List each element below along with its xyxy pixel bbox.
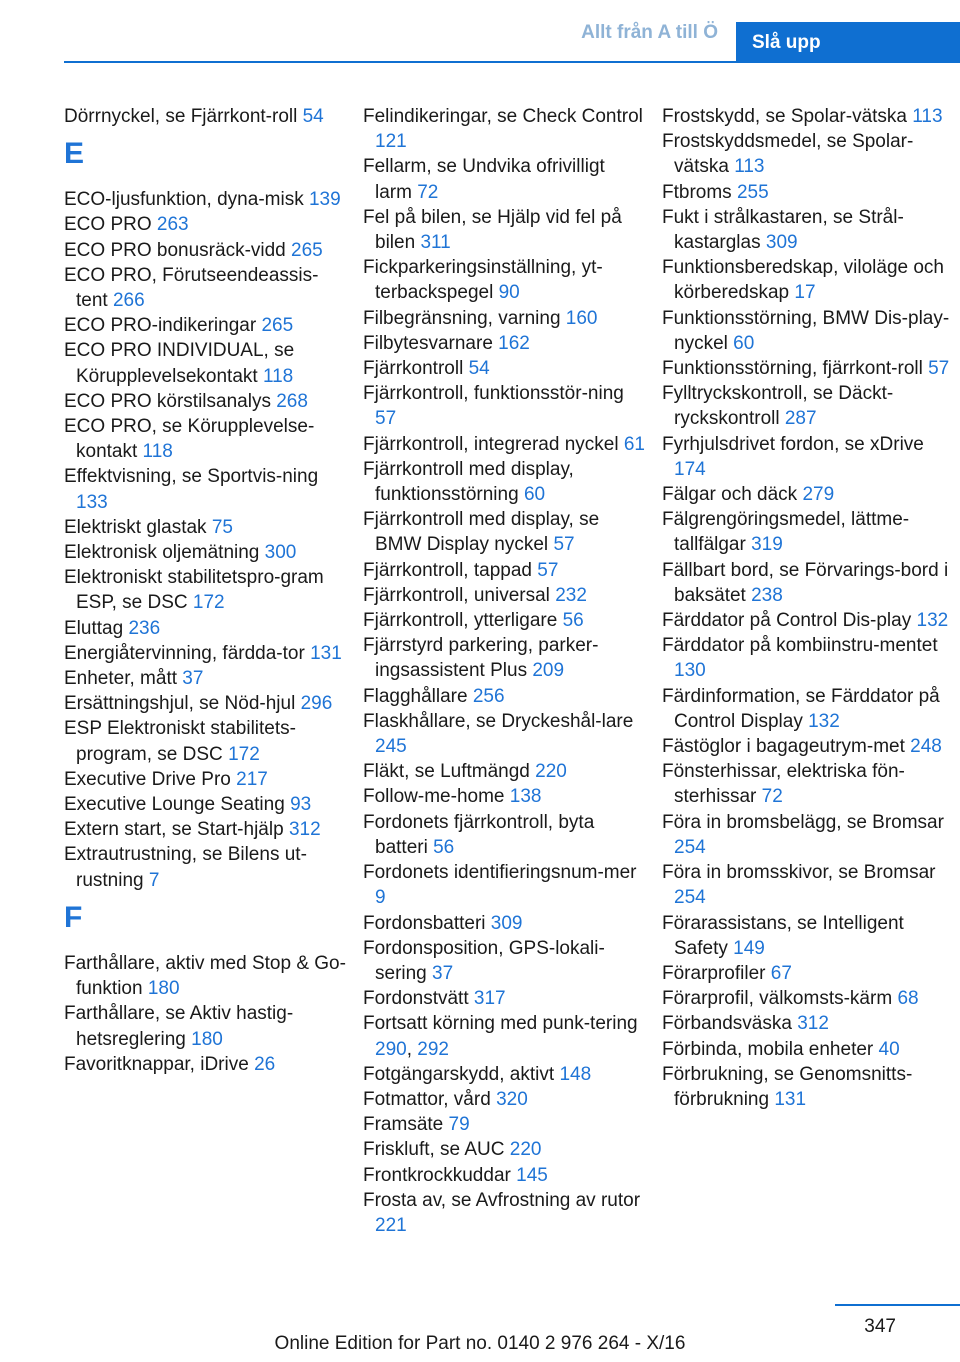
- index-entry: [662, 1062, 950, 1112]
- index-entry-term: Fel på bilen, se Hjälp vid fel på bilen: [363, 206, 622, 254]
- page-ref-link[interactable]: 57: [375, 408, 397, 430]
- page-ref-link[interactable]: 172: [192, 592, 225, 614]
- page-ref-link[interactable]: 180: [147, 978, 180, 1000]
- index-entry: [64, 565, 346, 615]
- edition-footer: Online Edition for Part no. 0140 2 976 264 - X/16: [274, 1333, 686, 1354]
- page-ref-link[interactable]: 113: [912, 106, 943, 127]
- page-ref-link[interactable]: 180: [191, 1028, 223, 1050]
- index-entry-term: Fotmattor, vård: [363, 1088, 491, 1110]
- index-entry: [363, 784, 645, 809]
- index-entry: [363, 860, 645, 910]
- page-ref-link[interactable]: 317: [473, 988, 506, 1010]
- page-ref-link[interactable]: 57: [553, 534, 575, 556]
- page-ref-link[interactable]: 148: [559, 1063, 592, 1085]
- index-entry-term: Fellarm, se Undvika ofrivilligt larm: [363, 156, 605, 203]
- index-entry: [363, 507, 645, 557]
- index-entry-term: Fällbart bord, se Förvarings‐bord i baksätet: [662, 559, 949, 606]
- page-ref-link[interactable]: 263: [156, 214, 189, 236]
- index-entry: [662, 129, 950, 179]
- page-ref-link[interactable]: 118: [262, 365, 294, 387]
- index-letter-heading: E: [64, 137, 85, 171]
- page-ref-link[interactable]: 220: [535, 761, 567, 783]
- index-entry-term: Elektriskt glastak: [64, 516, 207, 538]
- page-ref-link[interactable]: 221: [375, 1214, 407, 1236]
- page-ref-link[interactable]: 174: [674, 458, 706, 480]
- page-ref-link[interactable]: 279: [802, 484, 835, 506]
- index-entry-term: Fylltryckskontroll, se Däckt‐ryckskontroll: [662, 383, 894, 430]
- page-ref-link[interactable]: 254: [674, 887, 706, 909]
- index-entry-term: Fortsatt körning med punk‐tering: [363, 1013, 638, 1035]
- page-ref-separator: ,: [406, 1038, 412, 1060]
- page-ref-link[interactable]: 319: [751, 534, 783, 556]
- index-entry-term: Fjärrkontroll, ytterligare: [363, 610, 558, 632]
- index-entry-term: Executive Drive Pro: [64, 768, 231, 790]
- index-entry-term: ECO PRO körstilsanalys: [64, 390, 271, 412]
- index-entry: [363, 1062, 645, 1087]
- index-entry-term: Funktionsstörning, BMW Dis‐play-nyckel: [662, 307, 950, 354]
- index-entry-term: Färddator på Control Dis‐play: [662, 610, 912, 632]
- index-entry-term: Fyrhjulsdrivet fordon, se xDrive: [662, 433, 924, 455]
- index-entry: [363, 306, 645, 331]
- index-entry-term: Farthållare, aktiv med Stop & Go-funktion: [64, 952, 346, 1000]
- page-ref-link[interactable]: 255: [736, 181, 769, 203]
- index-entry-term: Flaskhållare, se Dryckeshål‐lare: [363, 710, 634, 732]
- index-column-1: [64, 104, 346, 1077]
- index-entry-term: Förbrukning, se Genomsnitts‐förbrukning: [662, 1063, 913, 1110]
- page-ref-link[interactable]: 160: [565, 307, 598, 329]
- page-ref-link[interactable]: 265: [261, 315, 294, 337]
- index-entry: [363, 331, 645, 356]
- index-entry: [363, 936, 645, 986]
- index-entry-term: Föra in bromsskivor, se Bromsar: [662, 862, 936, 884]
- page-ref-link[interactable]: 292: [417, 1038, 449, 1060]
- index-entry: [363, 684, 645, 709]
- index-entry-term: Ersättningshjul, se Nöd‐hjul: [64, 693, 296, 715]
- index-entry: [64, 1001, 346, 1051]
- index-entry-term: Fickparkeringsinställning, yt‐terbackspegel: [363, 257, 603, 304]
- index-entry: [662, 986, 950, 1011]
- page-ref-link[interactable]: 60: [733, 332, 755, 354]
- page-ref-link[interactable]: 67: [770, 962, 792, 984]
- page-ref-link[interactable]: 54: [468, 358, 490, 380]
- index-entry-term: Effektvisning, se Sportvis‐ning: [64, 466, 319, 488]
- page-ref-link[interactable]: 72: [761, 786, 783, 808]
- index-entry: [363, 255, 645, 305]
- index-entry: [662, 608, 950, 633]
- index-entry: [363, 457, 645, 507]
- page-ref-link[interactable]: 248: [910, 736, 942, 758]
- index-entry: [363, 154, 645, 204]
- page-ref-link[interactable]: 90: [498, 282, 520, 304]
- index-entry-term: Felindikeringar, se Check Control: [363, 106, 643, 127]
- index-entry-term: Follow-me-home: [363, 786, 505, 808]
- index-entry-term: Fönsterhissar, elektriska fön‐sterhissar: [662, 761, 905, 808]
- page-ref-link[interactable]: 266: [112, 290, 145, 312]
- index-entry: [363, 1112, 645, 1137]
- index-entry: [64, 616, 346, 641]
- index-entry: [363, 1163, 645, 1188]
- index-entry-term: Fordonets identifieringsnum‐mer: [363, 862, 637, 884]
- page-ref-link[interactable]: 132: [916, 610, 949, 632]
- index-entry-term: Förbinda, mobila enheter: [662, 1038, 874, 1060]
- index-entry-term: Filbegränsning, varning: [363, 307, 561, 329]
- page-ref-link[interactable]: 265: [291, 239, 323, 261]
- page-ref-link[interactable]: 309: [765, 232, 798, 254]
- index-entry-term: ESP Elektroniskt stabilitets‐program, se DSC: [64, 718, 296, 765]
- index-entry-term: Frontkrockkuddar: [363, 1164, 511, 1186]
- page-ref-link[interactable]: 93: [290, 794, 312, 816]
- page-ref-link[interactable]: 121: [375, 131, 407, 153]
- page-ref-link[interactable]: 131: [310, 642, 342, 664]
- index-entry: [662, 255, 950, 305]
- index-letter-heading: F: [64, 900, 83, 934]
- index-entry-term: Executive Lounge Seating: [64, 794, 285, 816]
- page-ref-link[interactable]: 37: [182, 668, 204, 690]
- index-entry: [64, 842, 346, 892]
- page-number: 347: [864, 1316, 896, 1337]
- index-entry: [64, 414, 346, 464]
- page-ref-link[interactable]: 145: [516, 1164, 548, 1186]
- index-entry: [662, 507, 950, 557]
- page-ref-link[interactable]: 60: [523, 484, 546, 506]
- page-ref-link[interactable]: 309: [490, 912, 523, 934]
- index-entry: [64, 951, 346, 1001]
- index-entry-term: Extern start, se Start‐hjälp: [64, 819, 284, 841]
- index-entry-term: Energiåtervinning, färdda‐tor: [64, 642, 305, 664]
- page-ref-link[interactable]: 7: [148, 869, 160, 891]
- index-entry-term: Fjärrkontroll med display, se BMW Display nyckel: [363, 509, 600, 556]
- page-ref-link[interactable]: 133: [76, 491, 108, 513]
- index-entry-term: Friskluft, se AUC: [363, 1139, 505, 1161]
- page-ref-link[interactable]: 9: [375, 887, 386, 909]
- page-ref-link[interactable]: 245: [375, 736, 407, 758]
- page-ref-link[interactable]: 296: [300, 693, 333, 715]
- index-entry: [363, 583, 645, 608]
- page-ref-link[interactable]: 217: [236, 768, 268, 790]
- index-entry-term: Fjärrkontroll, integrerad nyckel: [363, 433, 619, 455]
- index-entry: [363, 558, 645, 583]
- page-ref-link[interactable]: 68: [897, 988, 919, 1010]
- page-ref-link[interactable]: 56: [562, 610, 584, 632]
- index-entry: [363, 1011, 645, 1061]
- page-ref-link[interactable]: 232: [555, 584, 587, 606]
- index-entry-term: Fläkt, se Luftmängd: [363, 761, 530, 783]
- index-entry-term: Föra in bromsbelägg, se Bromsar: [662, 811, 944, 833]
- index-entry: [64, 1052, 346, 1077]
- index-entry: [64, 187, 346, 212]
- index-entry: [363, 986, 645, 1011]
- index-entry-term: Elektronisk oljemätning: [64, 542, 260, 564]
- page-ref-link[interactable]: 57: [928, 358, 950, 380]
- page-ref-link[interactable]: 54: [302, 106, 324, 127]
- page-ref-link[interactable]: 312: [797, 1013, 829, 1035]
- index-entry: [64, 389, 346, 414]
- index-entry: [363, 356, 645, 381]
- index-entry-term: Fukt i strålkastaren, se Strål‐kastarglas: [662, 206, 904, 254]
- index-entry-term: Förarprofil, välkomsts‐kärm: [662, 988, 893, 1010]
- index-entry: [363, 1188, 645, 1238]
- index-entry: [363, 432, 645, 457]
- index-entry-term: ECO PRO INDIVIDUAL, se Körupplevelsekontakt: [64, 340, 295, 387]
- index-entry-term: Fordonsbatteri: [363, 912, 486, 934]
- index-entry: [662, 306, 950, 356]
- page-ref-link[interactable]: 149: [733, 937, 765, 959]
- page-ref-link[interactable]: 17: [794, 282, 816, 304]
- page-ref-link[interactable]: 72: [417, 181, 439, 203]
- page-ref-link[interactable]: 57: [537, 559, 559, 581]
- page-ref-link[interactable]: 75: [211, 516, 233, 538]
- page-ref-link[interactable]: 37: [432, 962, 454, 984]
- index-entry-term: Förbandsväska: [662, 1013, 792, 1035]
- index-entry-term: ECO PRO bonusräck‐vidd: [64, 239, 286, 261]
- index-entry: [662, 911, 950, 961]
- page-ref-link[interactable]: 131: [774, 1088, 807, 1110]
- page-ref-link[interactable]: 312: [288, 819, 321, 841]
- page-ref-link[interactable]: 138: [509, 786, 542, 808]
- index-entry: [64, 792, 346, 817]
- index-entry-term: Funktionsstörning, fjärrkont‐roll: [662, 358, 923, 380]
- page-ref-link[interactable]: 61: [623, 433, 645, 455]
- index-entry: [64, 641, 346, 666]
- index-entry-term: Eluttag: [64, 617, 124, 639]
- index-entry-term: Fjärrstyrd parkering, parker‐ingsassistent Plus: [363, 635, 599, 682]
- index-entry-term: Fjärrkontroll, funktionsstör‐ning: [363, 383, 624, 405]
- page-ref-link[interactable]: 79: [448, 1114, 470, 1136]
- index-entry: [662, 356, 950, 381]
- index-entry: [64, 104, 346, 129]
- page-ref-link[interactable]: 130: [674, 660, 706, 682]
- index-entry: [363, 608, 645, 633]
- index-entry-term: Filbytesvarnare: [363, 332, 493, 354]
- index-column-2: [363, 104, 645, 1238]
- index-entry: [363, 381, 645, 431]
- index-entry-term: Dörrnyckel, se Fjärrkont‐roll: [64, 106, 298, 127]
- index-entry-term: Fjärrkontroll med display, funktionsstörning: [363, 458, 574, 506]
- index-entry: [363, 104, 645, 154]
- index-entry-term: ECO PRO-indikeringar: [64, 315, 257, 337]
- index-entry: [662, 104, 950, 129]
- index-entry: [64, 263, 346, 313]
- index-entry: [662, 734, 950, 759]
- section-title[interactable]: Allt från A till Ö: [581, 22, 718, 43]
- index-entry-term: Fordonsposition, GPS-lokali‐sering: [363, 937, 605, 984]
- page-ref-link[interactable]: 132: [808, 710, 840, 732]
- index-entry: [662, 1037, 950, 1062]
- index-entry: [363, 205, 645, 255]
- page-ref-link[interactable]: 300: [264, 542, 297, 564]
- index-entry-term: ECO PRO, Förutseendeassis‐tent: [64, 264, 319, 312]
- index-entry: [662, 180, 950, 205]
- index-entry: [662, 558, 950, 608]
- index-entry-term: Fjärrkontroll, tappad: [363, 559, 532, 581]
- index-entry-term: Frostskydd, se Spolar‐vätska: [662, 106, 907, 127]
- index-entry-term: Fordonstvätt: [363, 988, 469, 1010]
- page-ref-link[interactable]: 287: [784, 408, 817, 430]
- index-entry-term: Frosta av, se Avfrostning av rutor: [363, 1189, 641, 1211]
- index-entry-term: Fjärrkontroll, universal: [363, 584, 550, 606]
- index-entry: [363, 911, 645, 936]
- index-entry: [662, 482, 950, 507]
- page-ref-link[interactable]: 268: [276, 390, 308, 412]
- index-entry-term: ECO PRO: [64, 214, 152, 236]
- index-entry-term: ECO PRO, se Körupplevelse‐kontakt: [64, 416, 315, 463]
- index-entry-term: Frostskyddsmedel, se Spolar‐vätska: [662, 131, 914, 178]
- index-entry: [363, 1137, 645, 1162]
- page-ref-link[interactable]: 40: [878, 1038, 900, 1060]
- index-entry-term: Fjärrkontroll: [363, 358, 464, 380]
- index-entry: [64, 666, 346, 691]
- page-ref-link[interactable]: 220: [509, 1139, 542, 1161]
- index-entry-term: Framsäte: [363, 1114, 444, 1136]
- index-entry: [662, 205, 950, 255]
- page-ref-link[interactable]: 236: [128, 617, 161, 639]
- page-ref-link[interactable]: 162: [498, 332, 530, 354]
- index-entry-term: Fordonets fjärrkontroll, byta batteri: [363, 811, 595, 858]
- index-entry-term: Flagghållare: [363, 685, 468, 707]
- page-ref-link[interactable]: 290: [375, 1038, 407, 1060]
- index-entry-term: Fälgrengöringsmedel, lättme‐tallfälgar: [662, 509, 910, 556]
- index-entry-term: Ftbroms: [662, 181, 732, 203]
- index-entry: [64, 767, 346, 792]
- index-entry: [662, 961, 950, 986]
- index-entry: [363, 709, 645, 759]
- page-ref-link[interactable]: 254: [674, 836, 706, 858]
- lookup-tab[interactable]: Slå upp: [736, 22, 960, 63]
- index-entry: [64, 212, 346, 237]
- page-ref-link[interactable]: 118: [142, 441, 173, 463]
- index-entry-term: Farthållare, se Aktiv hastig‐hetsreglering: [64, 1003, 294, 1050]
- index-entry-term: Funktionsberedskap, viloläge och körberedskap: [662, 257, 945, 304]
- page-ref-link[interactable]: 56: [433, 836, 455, 858]
- page-ref-link[interactable]: 139: [308, 189, 341, 211]
- index-entry: [64, 515, 346, 540]
- index-entry-term: Förarprofiler: [662, 962, 766, 984]
- index-entry-term: Enheter, mått: [64, 668, 178, 690]
- index-entry: [662, 633, 950, 683]
- index-entry: [64, 313, 346, 338]
- page-ref-link[interactable]: 311: [420, 232, 451, 254]
- index-entry-term: Extrautrustning, se Bilens ut‐rustning: [64, 844, 307, 891]
- index-entry: [662, 759, 950, 809]
- index-entry-term: ECO-ljusfunktion, dyna‐misk: [64, 189, 304, 211]
- index-entry: [662, 432, 950, 482]
- index-entry: [64, 540, 346, 565]
- index-entry: [662, 860, 950, 910]
- index-entry: [363, 633, 645, 683]
- index-entry: [662, 684, 950, 734]
- index-entry: [662, 381, 950, 431]
- page-ref-link[interactable]: 113: [734, 156, 765, 178]
- index-entry-term: Förarassistans, se Intelligent Safety: [662, 912, 904, 959]
- index-entry: [64, 716, 346, 766]
- index-entry: [64, 817, 346, 842]
- index-column-3: [662, 104, 950, 1112]
- index-entry: [363, 759, 645, 784]
- index-entry: [64, 238, 346, 263]
- index-entry: [363, 1087, 645, 1112]
- index-entry: [64, 464, 346, 514]
- page-ref-link[interactable]: 209: [532, 660, 565, 682]
- index-entry: [363, 810, 645, 860]
- page-ref-link[interactable]: 256: [472, 685, 505, 707]
- page-ref-link[interactable]: 320: [496, 1088, 528, 1110]
- index-entry-term: Elektroniskt stabilitetspro‐gram ESP, se DSC: [64, 567, 324, 614]
- index-entry: [64, 338, 346, 388]
- page-ref-link[interactable]: 172: [228, 743, 260, 765]
- index-entry-term: Färddator på kombiinstru‐mentet: [662, 635, 938, 657]
- page-number-rule: [835, 1304, 960, 1306]
- index-entry-term: Fälgar och däck: [662, 484, 798, 506]
- index-entry: [64, 691, 346, 716]
- index-entry-term: Fotgängarskydd, aktivt: [363, 1063, 555, 1085]
- index-entry: [662, 1011, 950, 1036]
- page-ref-link[interactable]: 26: [254, 1053, 276, 1075]
- index-entry: [662, 810, 950, 860]
- index-entry-term: Favoritknappar, iDrive: [64, 1053, 249, 1075]
- index-entry-term: Färdinformation, se Färddator på Control Display: [662, 685, 940, 732]
- page-ref-link[interactable]: 238: [751, 584, 783, 606]
- index-entry-term: Fästöglor i bagageutrym‐met: [662, 736, 905, 758]
